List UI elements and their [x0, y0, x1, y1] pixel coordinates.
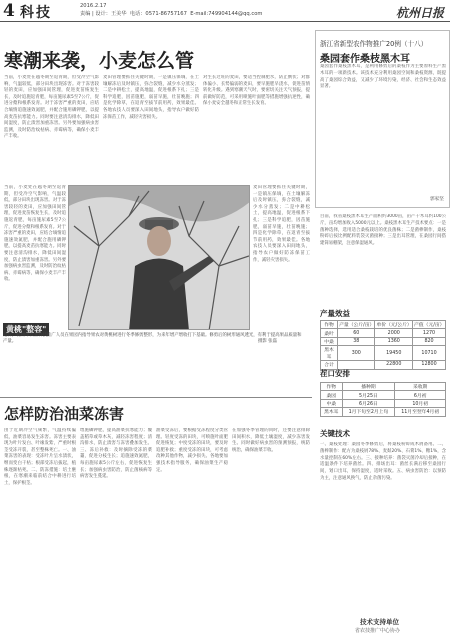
page-number: 4 — [3, 1, 15, 21]
sidebar-intro: 桑园套作桑枝黑木耳，是利用修剪后的桑枝作为主要原料生产黑木耳的一项新技术。该技术充分利用桑园空间和桑枝资源，既提高了桑园综合效益，又减少了环境污染，经济、社会和生态效益显著。 — [320, 64, 446, 90]
article1-col3b: 麦田管理要抓住关键时期，一是镇压保墒，在土壤解冻后及时镇压，弥合裂缝，减少水分蒸发；二是中耕松土，提高地温，促进根系下扎；三是科学追肥，因苗施肥，弱苗早施，壮苗晚施；四是化学除草，在返青至拔节前用药，效果最佳。各地农技人员要深入田间地头，指导农户做好防冻保苗工作，减轻灾害损失。 — [253, 185, 310, 263]
article2-col3: 油菜受冻后，要根据受冻程度分类管理。轻度受冻的田块，可喷施叶面肥促进恢复；中度受冻的田块，要及时追肥补救；重度受冻的田块，可考虑改种其他作物，减少损失。各地要加强技术指导服务，确保油菜生产稳定。 — [156, 428, 228, 473]
sidebar-tech: 一、桑枝处理：桑园冬季修剪后，将桑枝粉碎成木屑备用。二、菌棒制作：配方为桑枝屑78%、麦麸20%、石膏1%、糖1%，含水量控制在60%左右。三、接种培养：菌袋灭菌冷却后接种，在适温条件下培养菌丝。四、排场出耳：菌丝长满后移至桑园行间，划口出耳，保持湿度，适时采收。五、病虫害防治：以预防为主，注意通风换气，防止杂菌污染。 — [320, 442, 446, 481]
table-cell: 38 — [338, 337, 375, 345]
table-cell: 6月26日 — [342, 399, 395, 407]
page-header — [0, 0, 450, 22]
table-cell: 合计 — [321, 361, 338, 369]
table-header-cell: 产量（公斤/亩） — [338, 321, 375, 329]
sidebar-body: 目前，我省桑枝黑木耳生产面积约3000亩，亩产干木耳约100公斤，亩均增加收入5000元以上。桑枝黑木耳生产技术要点：一是菌种选择，选用适合桑枝栽培的优良菌株；二是菌棒制作，桑枝粉碎后按比例配料装袋灭菌接种；三是出耳管理，在桑园行间搭建简易棚架，注意保湿通风。 — [320, 214, 446, 247]
yield-table — [320, 320, 446, 370]
photo-caption-tag: 黄桃"整容" — [3, 323, 49, 336]
table-cell: 10710 — [413, 346, 446, 361]
table-cell: 300 — [338, 346, 375, 361]
table-cell: 6月初 — [395, 391, 446, 399]
editor-line: 责编 | 设计：王美华 — [80, 11, 127, 17]
table-cell: 11月至翌年4月初 — [395, 408, 446, 416]
table-cell: 22800 — [375, 361, 413, 369]
table-cell: 1270 — [413, 329, 446, 337]
table-cell: 中桑 — [321, 399, 343, 407]
table-cell: 5月25日 — [342, 391, 395, 399]
sidebar-title: 桑园套作桑枝黑木耳 — [320, 54, 410, 65]
footer-title: 技术支持单位 — [360, 618, 399, 626]
table-cell: 12800 — [413, 361, 446, 369]
table-header-row — [321, 383, 446, 391]
table-header-cell: 单价（元/公斤） — [375, 321, 413, 329]
table-header-cell: 采收期 — [395, 383, 446, 391]
table-header-cell: 作物 — [321, 321, 338, 329]
table-cell: 黑木耳 — [321, 346, 338, 361]
news-photo — [68, 185, 250, 330]
footer-subtitle: 省农技推广中心协办 — [355, 628, 401, 634]
article-title-wheat: 寒潮来袭，小麦怎么管 — [4, 50, 195, 72]
table-header-row — [321, 321, 446, 329]
article1-col1: 当前，小麦处在越冬期至返青期，但受冷空气影响，气温较低，部分田块出现冻害。对于冻害较轻的麦田，应加强田间管理，促进麦苗恢复生长，及时追施返青肥，每亩施尿素5至7公斤，促进分蘖和根系发育。对于冻害严重的麦田，应结合墒情追施速效氮肥，并配合施用磷钾肥，以提高麦苗抗寒能力。同时要注意清沟排水，降低田间湿度，防止渍害加重冻害。另外要加强病虫害监测，及时防治纹枯病、赤霉病等，确保小麦丰产丰收。 — [4, 75, 99, 140]
table-row — [321, 408, 446, 416]
table-cell: 60 — [338, 329, 375, 337]
table-row — [321, 337, 446, 345]
article2-col4: 在加强冬季管理的同时，还要注意排除田间积水，降低土壤湿度，减少冻害发生。同时做好病虫害的预测预报，统防统治，确保油菜丰收。 — [232, 428, 310, 453]
table-cell: 10月初 — [395, 399, 446, 407]
table-row — [321, 346, 446, 361]
phone-line: 电话：0571-86757167 — [129, 11, 187, 17]
issue-date: 2016.2.17 — [80, 3, 107, 9]
divider — [0, 397, 312, 398]
table-row — [321, 399, 446, 407]
article1-col3: 对生长过旺的麦田，要适当控制肥水，防止倒伏；对群体偏小、长势偏弱的麦田，要早施肥早浇水，促进苗情转化升级。遇到寒潮天气时，要密切关注天气预报，提前做好防范，可采用喷施叶面肥等措施增强抗逆性，确保小麦安全越冬和正常生长发育。 — [203, 75, 310, 107]
photo-credit: 摄影 张磊 — [258, 339, 277, 344]
table-cell: 820 — [413, 337, 446, 345]
sidebar-subtitle: 浙江省新型农作物推广20例（十八） — [320, 40, 428, 48]
table-cell: 桑园 — [321, 391, 343, 399]
table-cell: 19450 — [375, 346, 413, 361]
yield-section-title: 产量效益 — [320, 309, 350, 318]
table-cell: 中桑 — [321, 337, 338, 345]
table-cell: 桑叶 — [321, 329, 338, 337]
article1-col2: 麦田管理要抓住关键时期，一是镇压保墒，在土壤解冻后及时镇压，弥合裂缝，减少水分蒸发；二是中耕松土，提高地温，促进根系下扎；三是科学追肥，因苗施肥，弱苗早施，壮苗晚施；四是化学除草，在返青至拔节前用药，效果最佳。各地农技人员要深入田间地头，指导农户做好防冻保苗工作，减轻灾害损失。 — [103, 75, 199, 120]
email-line: E-mail:749904144@qq.com — [190, 11, 263, 17]
paper-name: 杭州日报 — [395, 6, 444, 20]
sidebar-author: 郭家坚 — [430, 197, 444, 202]
tech-section-title: 关键技术 — [320, 429, 350, 438]
article2-col2: 增施磷钾肥，提高油菜抗寒能力；覆盖稻草或草木灰，减轻冻害程度；清沟排水，防止渍害与冻害叠加发生。三、冻后补救：及时摘除受冻的菜薹，促进分枝生长；追施速效氮肥，每亩施尿素5公斤左右，促进恢复生长；加强病虫害防治，防止菌核病等病害发生蔓延。 — [80, 428, 152, 480]
table-row — [321, 391, 446, 399]
header-meta — [80, 2, 262, 18]
table-header-cell: 产值（元/亩） — [413, 321, 446, 329]
table-row — [321, 329, 446, 337]
section-label: 科技 — [20, 5, 52, 21]
photo-caption: 近日，杭州市农业科技推广人员在果园内指导果农对黄桃树进行冬季修剪整形，为来年增产增收打下基础。修剪后的树形通风透光，有利于提高果品质量和产量。 — [3, 333, 302, 345]
article2-col1: 由于近期冷空气频繁，气温持续偏低，油菜容易发生冻害。冻害主要表现为叶片发白、叶缘发紫，严重时根茎受冻开裂，甚至整株死亡。一、油菜冻害的表现：受冻叶片呈水渍状，继而变白干枯；根部受冻后拔起，植株逐渐枯死。二、防冻措施：培土壅根，在寒潮来临前结合中耕进行培土，保护根茎。 — [4, 428, 76, 486]
table-header-cell: 播种期 — [342, 383, 395, 391]
article-title-rapeseed: 怎样防治油菜冻害 — [4, 405, 125, 423]
table-cell: 2000 — [375, 329, 413, 337]
table-cell: 黑木耳 — [321, 408, 343, 416]
schedule-table — [320, 382, 446, 417]
table-header-cell: 作物 — [321, 383, 343, 391]
schedule-section-title: 茬口安排 — [320, 369, 350, 378]
table-cell: 1360 — [375, 337, 413, 345]
table-cell: 1月下旬至2月上旬 — [342, 408, 395, 416]
article1-col1b: 当前，小麦处在越冬期至返青期，但受冷空气影响，气温较低，部分田块出现冻害。对于冻害较轻的麦田，应加强田间管理，促进麦苗恢复生长，及时追施返青肥，每亩施尿素5至7公斤，促进分蘖和根系发育。对于冻害严重的麦田，应结合墒情追施速效氮肥，并配合施用磷钾肥，以提高麦苗抗寒能力。同时要注意清沟排水，降低田间湿度，防止渍害加重冻害。另外要加强病虫害监测，及时防治纹枯病、赤霉病等，确保小麦丰产丰收。 — [4, 185, 66, 283]
